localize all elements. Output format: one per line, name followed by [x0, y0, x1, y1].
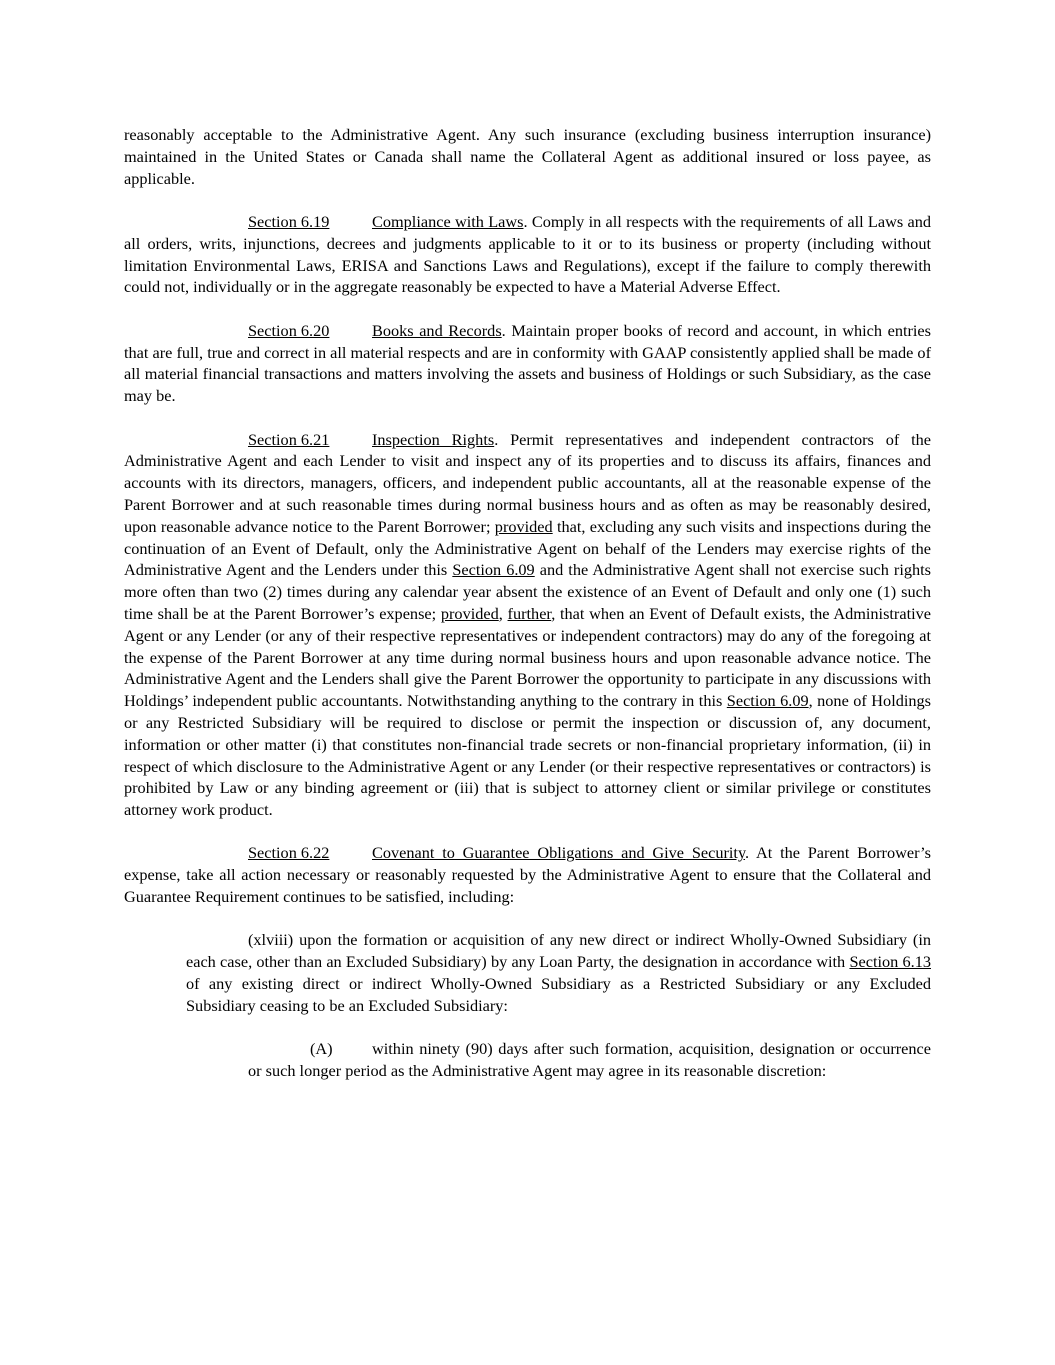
- section-6-22: [124, 842, 931, 907]
- document-page: [124, 124, 931, 1103]
- section-body-part: , none of Holdings or any Restricted Subsidiary will be required to disclose or permit the inspection or discussion of, any document, information or other matter (i) that constitutes non-financial trade secrets or non-financial proprietary information, (ii) in respect of which disclosure to the Administrative Agent or any Lender (or their respective representatives or contractors) is prohibited by Law or any binding agreement or (iii) that is subject to attorney client or similar privilege or constitutes attorney work product.: [124, 691, 932, 820]
- section-body-part: , that when an Event of Default exists, the Administrative Agent or any Lender (or any of their respective representatives or independent contractors) may do any of the foregoing at the expense of the Parent Borrower at any time during normal business hours and upon reasonable advance notice. The Administrative Agent and the Lenders shall give the Parent Borrower the opportunity to participate in any discussions with Holdings’ independent public accountants. Notwithstanding anything to the contrary in this: [124, 603, 931, 711]
- section-title: Covenant to Guarantee Obligations and Give Security: [372, 843, 746, 863]
- provided-term: provided: [440, 603, 499, 623]
- provided-term: provided: [494, 516, 553, 536]
- clause-label: (A): [310, 1039, 333, 1059]
- section-reference: Section 6.09: [452, 560, 535, 580]
- section-body: . Comply in all respects with the requirements of all Laws and all orders, writs, injunctions, decrees and judgments applicable to it or to its business or property (including without limitation Environmental Laws, ERISA and Sanctions Laws and Regulations), except if the failure to comply therewith could not, individually or in the aggregate reasonably be expected to have a Material Adverse Effect.: [124, 211, 931, 297]
- section-body-part: and the Administrative Agent shall not exercise such rights more often than two (2) times during any calendar year absent the existence of an Event of Default and only one (1) such time shall be at the Parent Borrower’s expense;: [124, 560, 931, 623]
- section-title: Inspection Rights: [372, 429, 495, 449]
- clause-text: within ninety (90) days after such formation, acquisition, designation or occurrence or such longer period as the Administrative Agent may agree in its reasonable discretion:: [248, 1039, 931, 1081]
- clause-a: [248, 1038, 931, 1082]
- paragraph-intro: reasonably acceptable to the Administrative Agent. Any such insurance (excluding business interruption insurance) maintained in the United States or Canada shall name the Collateral Agent as additional insured or loss payee, as applicable.: [124, 125, 931, 188]
- section-6-21: [124, 429, 931, 821]
- section-number: Section 6.22: [248, 843, 330, 863]
- section-number: Section 6.19: [248, 211, 330, 231]
- section-6-20: [124, 320, 931, 407]
- clause-text: of any existing direct or indirect Wholly-Owned Subsidiary as a Restricted Subsidiary or any Excluded Subsidiary ceasing to be an Excluded Subsidiary:: [186, 974, 931, 1015]
- clause-text: (xlviii) upon the formation or acquisition of any new direct or indirect Wholly-Owned Subsidiary (in each case, other than an Excluded Subsidiary) by any Loan Party, the designation in accordance with: [186, 930, 931, 972]
- section-body: . Maintain proper books of record and account, in which entries that are full, true and correct in all material respects and are in conformity with GAAP consistently applied shall be made of all material financial transactions and matters involving the assets and business of Holdings or such Subsidiary, as the case may be.: [124, 320, 931, 406]
- section-reference: Section 6.13: [849, 952, 931, 972]
- clause-xlviii: [186, 929, 931, 1016]
- section-title: Books and Records: [372, 320, 502, 340]
- section-number: Section 6.20: [248, 320, 330, 340]
- section-number: Section 6.21: [248, 429, 330, 449]
- section-body-part: that, excluding any such visits and inspections during the continuation of an Event of Default, only the Administrative Agent on behalf of the Lenders may exercise rights of the Administrative Agent and the Lenders under this: [124, 516, 932, 580]
- section-body-part: . Permit representatives and independent contractors of the Administrative Agent and each Lender to visit and inspect any of its properties and to discuss its affairs, finances and accounts with its directors, managers, officers, and independent public accountants, all at the reasonable expense of the Parent Borrower and at such reasonable times during normal business hours and as often as may be reasonably desired, upon reasonable advance notice to the Parent Borrower;: [124, 429, 931, 536]
- section-reference: Section 6.09: [726, 691, 809, 711]
- further-term: further: [507, 603, 552, 623]
- comma: ,: [498, 603, 508, 623]
- section-body: . At the Parent Borrower’s expense, take all action necessary or reasonably requested by the Administrative Agent to ensure that the Collateral and Guarantee Requirement continues to be satisfied, including:: [124, 843, 931, 907]
- section-6-19: [124, 211, 931, 298]
- section-title: Compliance with Laws: [372, 211, 524, 231]
